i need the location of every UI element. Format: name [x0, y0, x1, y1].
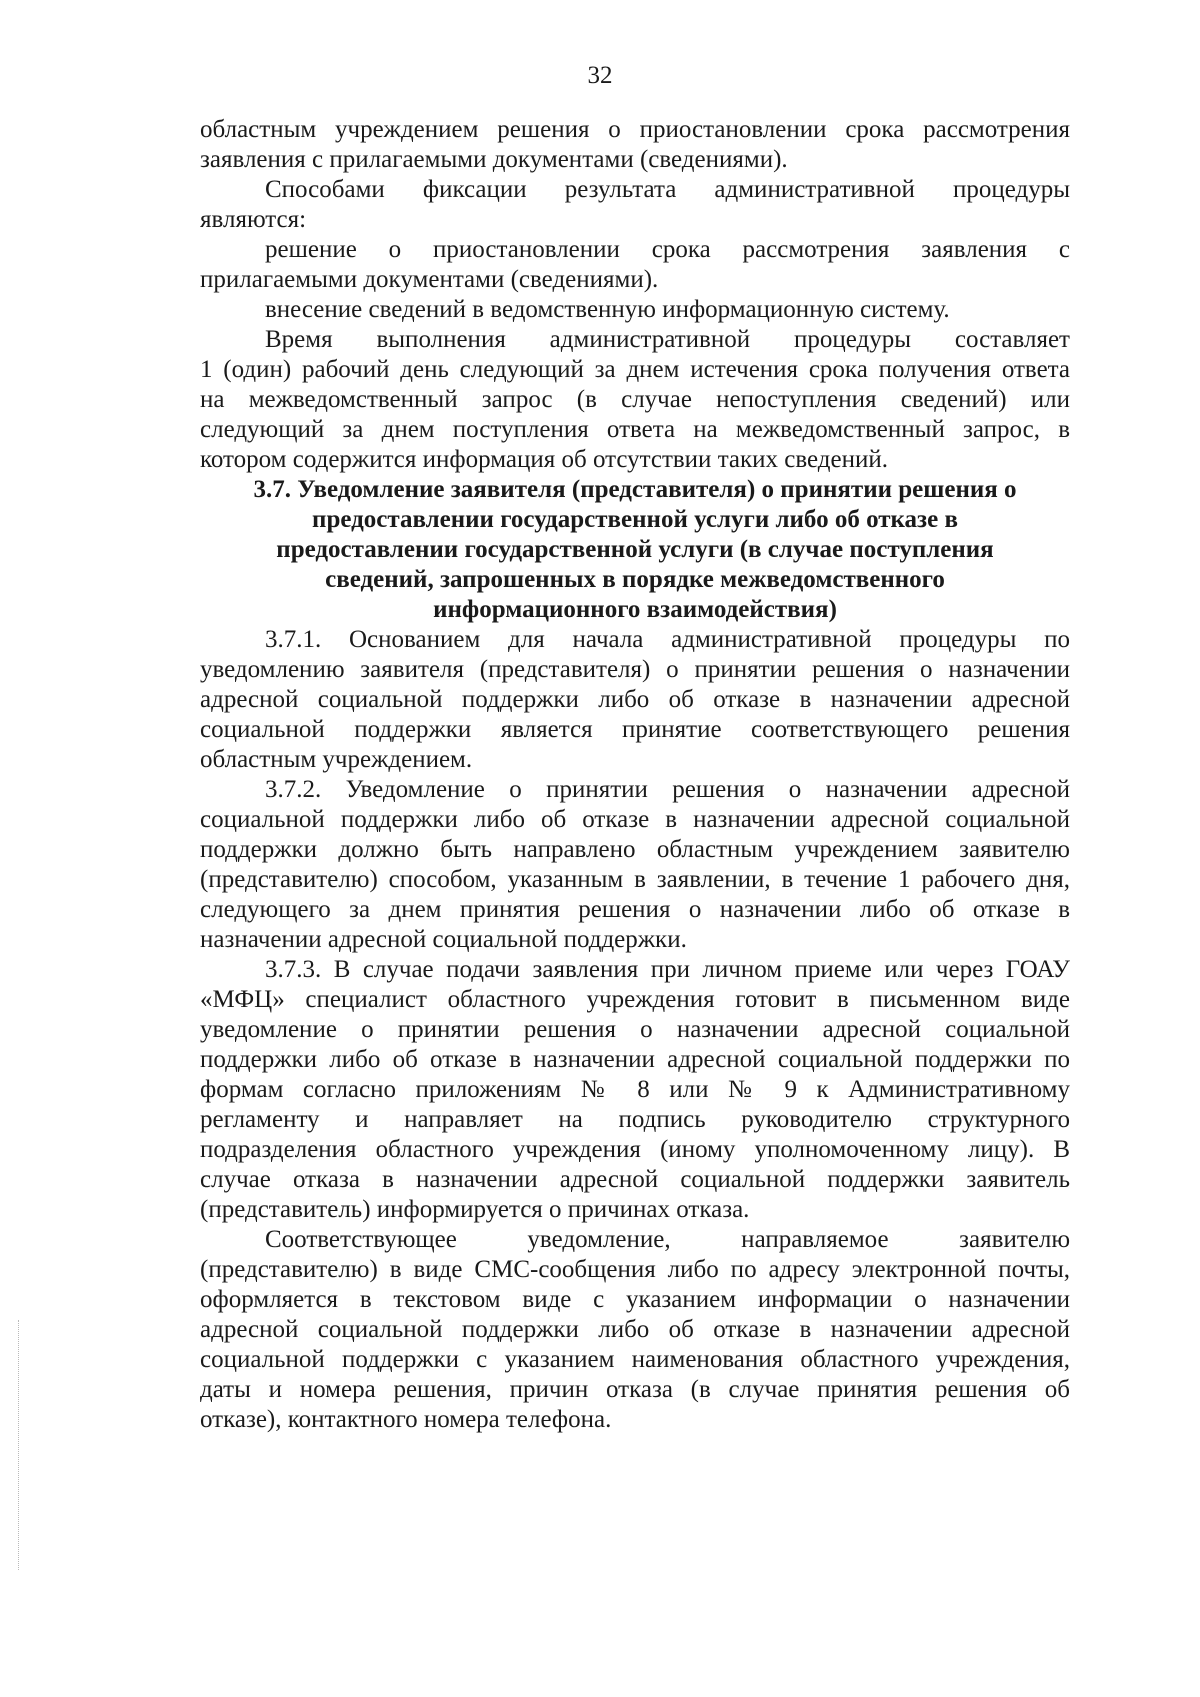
text-line: внесение сведений в ведомственную информационную систему.	[265, 296, 950, 323]
text-line: являются:	[200, 206, 307, 233]
section-heading	[200, 475, 1070, 625]
text-line: 1 (один) рабочий день следующий за днем истечения срока получения ответа	[200, 356, 1070, 383]
text-line: назначении адресной социальной поддержки.	[200, 926, 687, 953]
text-line: даты и номера решения, причин отказа (в случае принятия решения об	[200, 1376, 1070, 1403]
heading-line: 3.7. Уведомление заявителя (представителя) о принятии решения о	[253, 476, 1017, 503]
paragraph	[200, 325, 1070, 475]
paragraph	[200, 235, 1070, 295]
text-line: решение о приостановлении срока рассмотрения заявления с	[265, 236, 1070, 263]
paragraph	[200, 175, 1070, 235]
text-line: Способами фиксации результата административной процедуры	[265, 176, 1070, 203]
heading-line: информационного взаимодействия)	[433, 596, 837, 623]
text-line: уведомлению заявителя (представителя) о принятии решения о назначении	[200, 656, 1070, 683]
paragraph-notification	[200, 1225, 1070, 1435]
paragraph	[200, 115, 1070, 175]
text-line: социальной поддержки является принятие соответствующего решения	[200, 716, 1070, 743]
text-line: областным учреждением.	[200, 746, 473, 773]
text-line: уведомление о принятии решения о назначении адресной социальной	[200, 1016, 1070, 1043]
page-number: 32	[587, 62, 613, 89]
text-line: 3.7.1. Основанием для начала административной процедуры по	[265, 626, 1070, 653]
paragraph	[200, 295, 1070, 325]
text-line: Время выполнения административной процедуры составляет	[265, 326, 1070, 353]
text-line: котором содержится информация об отсутствии таких сведений.	[200, 446, 889, 473]
text-line: следующего за днем принятия решения о назначении либо об отказе в	[200, 896, 1070, 923]
text-line: формам согласно приложениям № 8 или № 9 к Административному	[200, 1076, 1070, 1103]
paragraph-3-7-3	[200, 955, 1070, 1225]
document-body	[200, 115, 1070, 1435]
text-line: «МФЦ» специалист областного учреждения готовит в письменном виде	[200, 986, 1070, 1013]
heading-line: сведений, запрошенных в порядке межведомственного	[325, 566, 945, 593]
text-line: регламенту и направляет на подпись руководителю структурного	[200, 1106, 1070, 1133]
text-line: следующий за днем поступления ответа на межведомственный запрос, в	[200, 416, 1070, 443]
text-line: заявления с прилагаемыми документами (сведениями).	[200, 146, 788, 173]
text-line: отказе), контактного номера телефона.	[200, 1406, 612, 1433]
text-line: (представителю) в виде СМС-сообщения либо по адресу электронной почты,	[200, 1256, 1070, 1283]
text-line: (представитель) информируется о причинах отказа.	[200, 1196, 750, 1223]
text-line: подразделения областного учреждения (иному уполномоченному лицу). В	[200, 1136, 1070, 1163]
text-line: прилагаемыми документами (сведениями).	[200, 266, 659, 293]
text-line: поддержки либо об отказе в назначении адресной социальной поддержки по	[200, 1046, 1070, 1073]
paragraph-3-7-2	[200, 775, 1070, 955]
text-line: оформляется в текстовом виде с указанием информации о назначении	[200, 1286, 1070, 1313]
heading-line: предоставлении государственной услуги (в случае поступления	[276, 536, 994, 563]
text-line: 3.7.2. Уведомление о принятии решения о назначении адресной	[265, 776, 1070, 803]
text-line: 3.7.3. В случае подачи заявления при личном приеме или через ГОАУ	[265, 956, 1070, 983]
text-line: на межведомственный запрос (в случае непоступления сведений) или	[200, 386, 1070, 413]
text-line: (представителю) способом, указанным в заявлении, в течение 1 рабочего дня,	[200, 866, 1070, 893]
text-line: адресной социальной поддержки либо об отказе в назначении адресной	[200, 1316, 1070, 1343]
heading-line: предоставлении государственной услуги либо об отказе в	[312, 506, 958, 533]
paragraph-3-7-1	[200, 625, 1070, 775]
text-line: адресной социальной поддержки либо об отказе в назначении адресной	[200, 686, 1070, 713]
text-line: поддержки должно быть направлено областным учреждением заявителю	[200, 836, 1070, 863]
text-line: областным учреждением решения о приостановлении срока рассмотрения	[200, 116, 1070, 143]
scan-margin-mark	[18, 1320, 20, 1570]
text-line: социальной поддержки либо об отказе в назначении адресной социальной	[200, 806, 1070, 833]
text-line: социальной поддержки с указанием наименования областного учреждения,	[200, 1346, 1070, 1373]
text-line: случае отказа в назначении адресной социальной поддержки заявитель	[200, 1166, 1070, 1193]
text-line: Соответствующее уведомление, направляемое заявителю	[265, 1226, 1070, 1253]
